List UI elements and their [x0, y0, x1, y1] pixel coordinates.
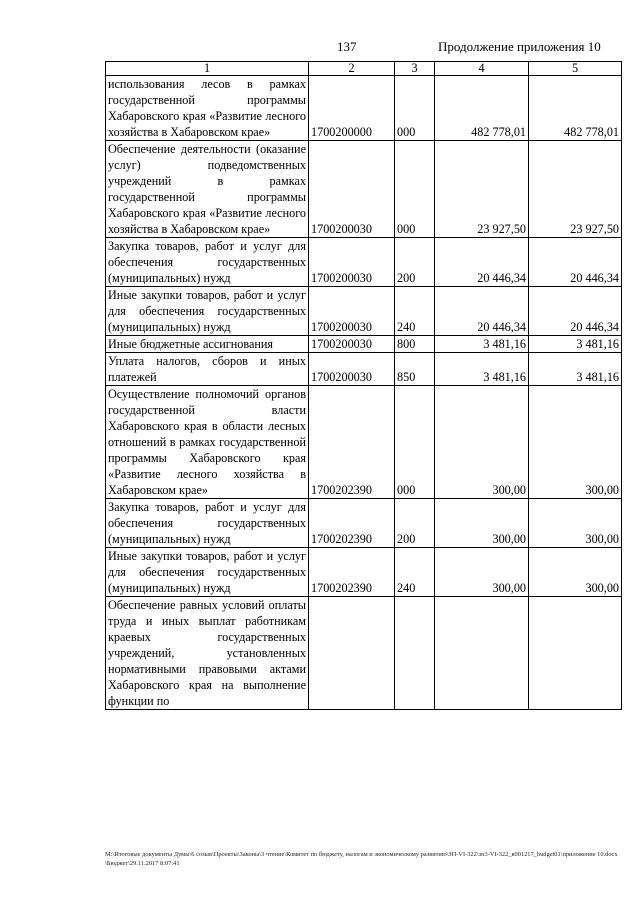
table-row	[106, 238, 622, 287]
row-name: Обеспечение равных условий оплаты труда и иных выплат работникам краевых государственных учреждений, установленных нормативными правовыми актами Хабаровского края на выполнение функции по	[106, 597, 309, 710]
row-target-code: 1700202390	[309, 499, 395, 548]
row-expense-type: 240	[395, 548, 435, 597]
table-row	[106, 597, 622, 710]
column-header: 4	[435, 62, 529, 76]
row-amount-2: 20 446,34	[529, 287, 622, 336]
page-number: 137	[337, 39, 357, 54]
column-header: 1	[106, 62, 309, 76]
row-expense-type: 800	[395, 336, 435, 353]
row-amount-1: 482 778,01	[435, 76, 529, 141]
row-amount-2: 20 446,34	[529, 238, 622, 287]
table-header-row	[106, 62, 622, 76]
row-amount-2: 300,00	[529, 499, 622, 548]
row-amount-1	[435, 597, 529, 710]
row-target-code: 1700200030	[309, 238, 395, 287]
row-amount-1: 3 481,16	[435, 353, 529, 386]
row-amount-2: 3 481,16	[529, 336, 622, 353]
table-row	[106, 386, 622, 499]
table-row	[106, 76, 622, 141]
row-expense-type: 850	[395, 353, 435, 386]
row-expense-type: 000	[395, 386, 435, 499]
row-expense-type: 000	[395, 141, 435, 238]
row-amount-2: 3 481,16	[529, 353, 622, 386]
table-row	[106, 141, 622, 238]
row-amount-2: 300,00	[529, 386, 622, 499]
row-amount-2: 482 778,01	[529, 76, 622, 141]
table-row	[106, 548, 622, 597]
row-amount-1: 300,00	[435, 548, 529, 597]
row-target-code: 1700202390	[309, 548, 395, 597]
row-target-code	[309, 597, 395, 710]
file-path-footer: М:\Итоговые документы Думы\6 созыв\Проекты\Законы\3 чтение\Комитет по бюджету, налогам и экономическому развитию\ЗП-VI-322\зп3-VI-322_в001217_budget01\приложение 10.docx\Бюджет\29.11.2017 8:07:41	[105, 851, 618, 867]
row-expense-type: 240	[395, 287, 435, 336]
appendix-continuation-label: Продолжение приложения 10	[438, 39, 601, 54]
row-expense-type: 200	[395, 499, 435, 548]
row-name: Иные бюджетные ассигнования	[106, 336, 309, 353]
row-target-code: 1700200030	[309, 353, 395, 386]
row-target-code: 1700202390	[309, 386, 395, 499]
row-amount-1: 23 927,50	[435, 141, 529, 238]
row-amount-1: 20 446,34	[435, 287, 529, 336]
table-row	[106, 353, 622, 386]
column-header: 5	[529, 62, 622, 76]
row-name: Закупка товаров, работ и услуг для обеспечения государственных (муниципальных) нужд	[106, 499, 309, 548]
row-expense-type: 000	[395, 76, 435, 141]
row-amount-2: 23 927,50	[529, 141, 622, 238]
row-amount-1: 3 481,16	[435, 336, 529, 353]
row-name: Осуществление полномочий органов государственной власти Хабаровского края в области лесных отношений в рамках государственной программы Хабаровского края «Развитие лесного хозяйства в Хабаровском крае»	[106, 386, 309, 499]
row-name: использования лесов в рамках государственной программы Хабаровского края «Развитие лесного хозяйства в Хабаровском крае»	[106, 76, 309, 141]
column-header: 2	[309, 62, 395, 76]
row-amount-2	[529, 597, 622, 710]
row-name: Иные закупки товаров, работ и услуг для обеспечения государственных (муниципальных) нужд	[106, 548, 309, 597]
row-expense-type: 200	[395, 238, 435, 287]
table-row	[106, 336, 622, 353]
row-name: Обеспечение деятельности (оказание услуг) подведомственных учреждений в рамках государственной программы Хабаровского края «Развитие лесного хозяйства в Хабаровском крае»	[106, 141, 309, 238]
table-row	[106, 287, 622, 336]
row-expense-type	[395, 597, 435, 710]
column-header: 3	[395, 62, 435, 76]
row-name: Иные закупки товаров, работ и услуг для обеспечения государственных (муниципальных) нужд	[106, 287, 309, 336]
row-target-code: 1700200030	[309, 336, 395, 353]
table-row	[106, 499, 622, 548]
row-name: Закупка товаров, работ и услуг для обеспечения государственных (муниципальных) нужд	[106, 238, 309, 287]
row-amount-2: 300,00	[529, 548, 622, 597]
row-amount-1: 300,00	[435, 499, 529, 548]
budget-table	[105, 61, 622, 710]
row-target-code: 1700200030	[309, 141, 395, 238]
row-amount-1: 20 446,34	[435, 238, 529, 287]
row-amount-1: 300,00	[435, 386, 529, 499]
row-name: Уплата налогов, сборов и иных платежей	[106, 353, 309, 386]
row-target-code: 1700200030	[309, 287, 395, 336]
row-target-code: 1700200000	[309, 76, 395, 141]
